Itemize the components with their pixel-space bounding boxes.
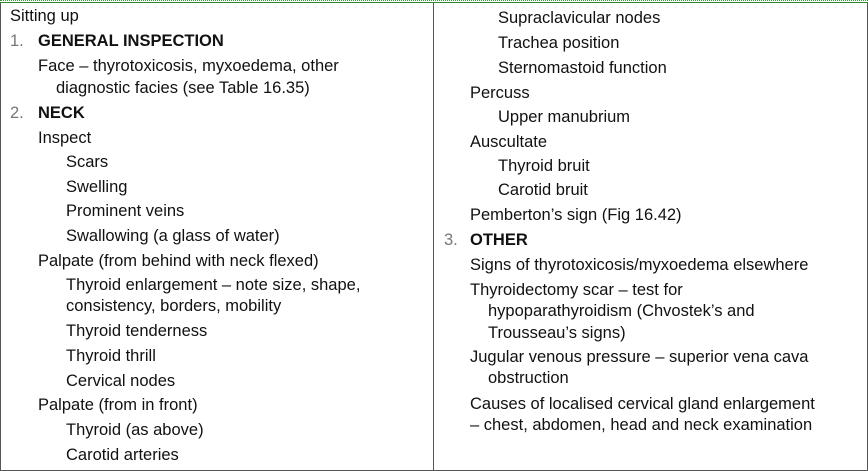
list-item: Thyroid bruit xyxy=(498,157,590,175)
section-heading: OTHER xyxy=(470,231,528,249)
list-item-continuation: Trousseau’s signs) xyxy=(488,324,626,342)
list-item-continuation: consistency, borders, mobility xyxy=(66,297,282,315)
list-item: Swelling xyxy=(66,178,128,196)
subheading: Inspect xyxy=(38,129,92,147)
list-item: Swallowing (a glass of water) xyxy=(66,227,280,245)
subheading: Pemberton’s sign (Fig 16.42) xyxy=(470,206,682,224)
list-item: Face – thyrotoxicosis, myxoedema, other xyxy=(38,57,339,75)
section-number: 3. xyxy=(444,231,458,249)
subheading: Palpate (from behind with neck flexed) xyxy=(38,252,319,270)
list-item: Causes of localised cervical gland enlargement xyxy=(470,395,815,413)
list-item: Thyroid thrill xyxy=(66,347,156,365)
list-item: Sternomastoid function xyxy=(498,59,667,77)
subheading: Percuss xyxy=(470,84,530,102)
list-item: Trachea position xyxy=(498,34,620,52)
section-number: 1. xyxy=(10,32,24,50)
list-item: Upper manubrium xyxy=(498,108,631,126)
section-number: 2. xyxy=(10,104,24,122)
list-item: Thyroid tenderness xyxy=(66,322,208,340)
list-item-continuation: obstruction xyxy=(488,369,569,387)
list-item: Carotid bruit xyxy=(498,181,588,199)
list-item: Thyroidectomy scar – test for xyxy=(470,281,683,299)
list-item: Cervical nodes xyxy=(66,372,176,390)
list-item-continuation: hypoparathyroidism (Chvostek’s and xyxy=(488,302,755,320)
list-item: Prominent veins xyxy=(66,202,185,220)
column-divider xyxy=(433,3,434,471)
list-item: Scars xyxy=(66,153,109,171)
list-item-continuation: – chest, abdomen, head and neck examination xyxy=(470,416,813,434)
list-item: Supraclavicular nodes xyxy=(498,9,661,27)
list-item: Carotid arteries xyxy=(66,446,179,464)
list-item-continuation: diagnostic facies (see Table 16.35) xyxy=(56,79,310,97)
list-item: Jugular venous pressure – superior vena cava xyxy=(470,348,809,366)
list-item: Thyroid (as above) xyxy=(66,421,204,439)
intro-text: Sitting up xyxy=(10,7,79,25)
subheading: Palpate (from in front) xyxy=(38,396,198,414)
list-item: Signs of thyrotoxicosis/myxoedema elsewhere xyxy=(470,256,809,274)
list-item: Thyroid enlargement – note size, shape, xyxy=(66,276,361,294)
section-heading: NECK xyxy=(38,104,85,122)
section-heading: GENERAL INSPECTION xyxy=(38,32,224,50)
subheading: Auscultate xyxy=(470,133,548,151)
